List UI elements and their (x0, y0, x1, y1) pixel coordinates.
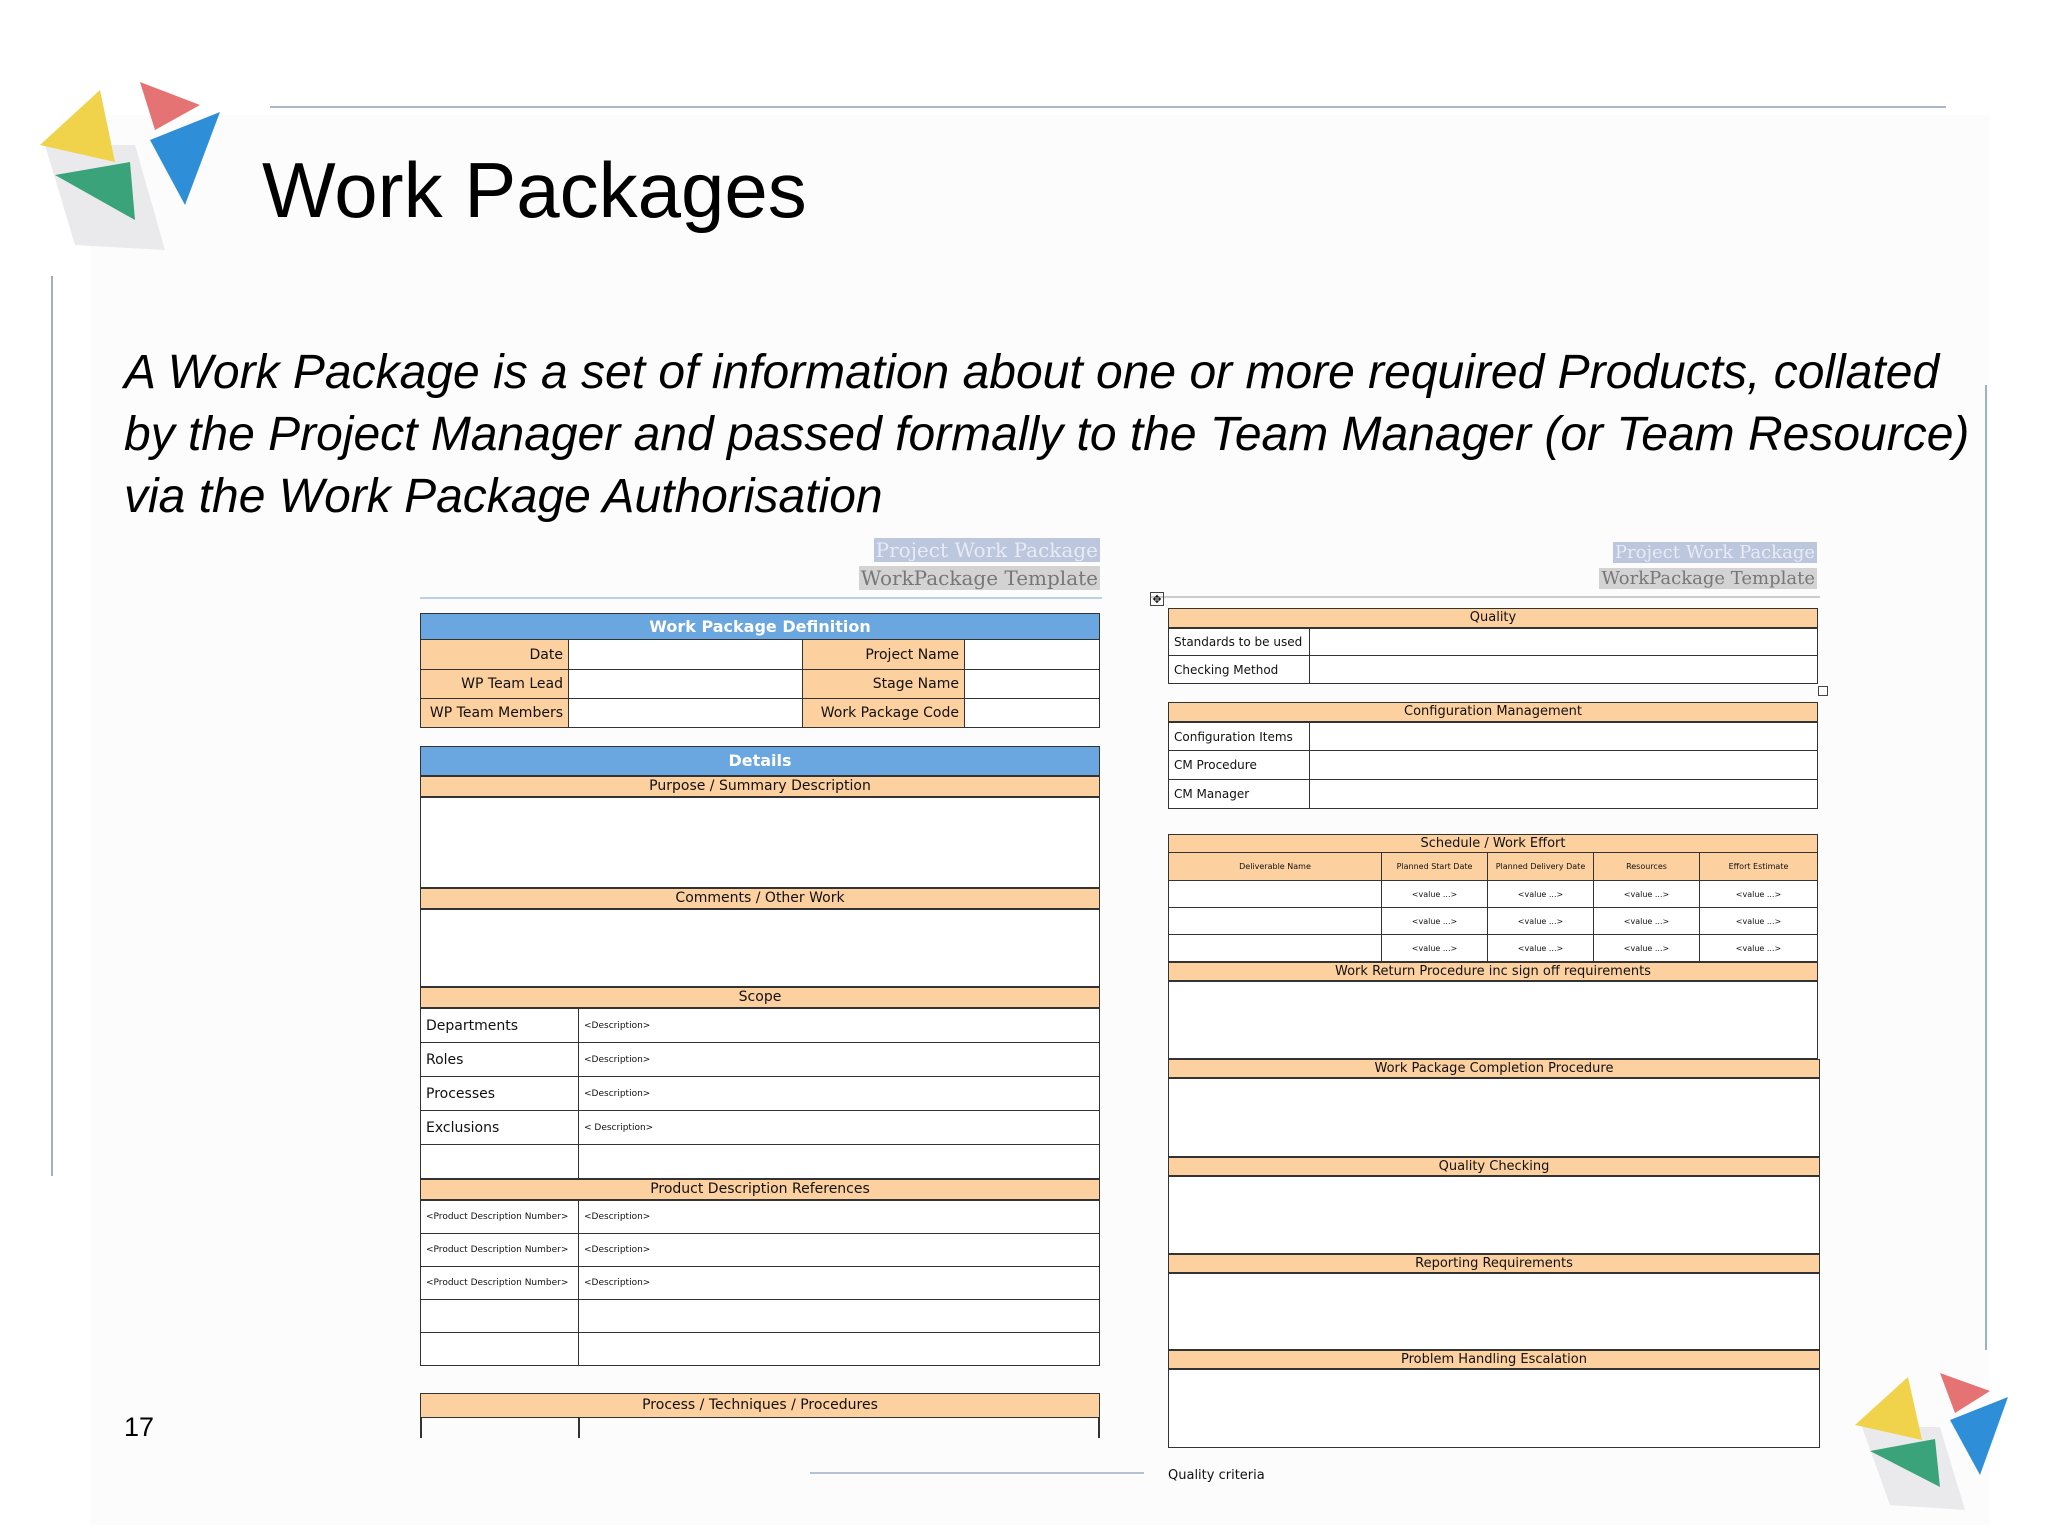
table-row (420, 1009, 1100, 1043)
project-name-label: Project Name (803, 640, 965, 669)
config-row-value[interactable] (1310, 780, 1817, 808)
resize-handle-icon[interactable] (1818, 686, 1828, 696)
left-header-top: Project Work Package (875, 538, 1098, 562)
schedule-value[interactable]: <value ...> (1382, 908, 1488, 934)
product-refs-label: Product Description References (420, 1179, 1100, 1200)
quality-row-label: Checking Method (1169, 656, 1310, 683)
table-row (420, 1201, 1100, 1234)
bottom-rule (810, 1472, 1144, 1474)
schedule-value[interactable]: <value ...> (1735, 916, 1782, 926)
product-ref-label: <Product Description Number> (421, 1201, 579, 1233)
quality-criteria-label: Quality criteria (1168, 1468, 1265, 1483)
purpose-label: Purpose / Summary Description (420, 776, 1100, 797)
quality-row-value[interactable] (1310, 629, 1817, 655)
stage-name-label: Stage Name (803, 670, 965, 698)
scope-row-label: Departments (421, 1009, 579, 1042)
table-row (1168, 908, 1818, 935)
logo-icon (15, 70, 230, 255)
schedule-col-header: Planned Delivery Date (1488, 853, 1594, 880)
completion-label: Work Package Completion Procedure (1168, 1059, 1820, 1078)
wp-code-value[interactable] (965, 699, 1099, 727)
schedule-header-row (1168, 853, 1818, 881)
scope-row-label-empty (421, 1145, 579, 1178)
project-name-value[interactable] (965, 640, 1099, 669)
reporting-box[interactable] (1168, 1273, 1820, 1350)
right-document (1150, 540, 1825, 1500)
config-row-label: Configuration Items (1169, 723, 1310, 750)
table-row (1168, 656, 1818, 684)
table-row (420, 1267, 1100, 1300)
product-ref-empty (421, 1333, 579, 1365)
logo-icon-small (1840, 1365, 2020, 1515)
schedule-value[interactable]: <value ...> (1594, 881, 1700, 907)
product-ref-value[interactable]: <Description> (584, 1278, 651, 1288)
product-refs-table (420, 1200, 1100, 1366)
schedule-value[interactable]: <value ...> (1382, 935, 1488, 961)
scope-row-label: Exclusions (421, 1111, 579, 1144)
definition-row (420, 699, 1100, 728)
comments-label: Comments / Other Work (420, 888, 1100, 909)
schedule-value[interactable]: <value ...> (1488, 935, 1594, 961)
left-rule (51, 276, 53, 1176)
schedule-value[interactable]: <value ...> (1382, 881, 1488, 907)
right-header-sub: WorkPackage Template (1601, 568, 1815, 589)
table-row (1168, 881, 1818, 908)
table-row (1168, 722, 1818, 751)
table-row (1168, 780, 1818, 809)
process-label: Process / Techniques / Procedures (420, 1393, 1100, 1418)
config-row-value[interactable] (1310, 723, 1817, 750)
scope-row-value[interactable]: <Description> (584, 1054, 651, 1065)
schedule-table (1168, 853, 1818, 962)
product-ref-empty-value[interactable] (579, 1300, 1099, 1332)
team-lead-label: WP Team Lead (421, 670, 569, 698)
product-ref-value[interactable]: <Description> (584, 1212, 651, 1222)
table-row (420, 1145, 1100, 1179)
wp-code-label: Work Package Code (803, 699, 965, 727)
schedule-value[interactable]: <value ...> (1488, 881, 1594, 907)
top-rule (270, 106, 1946, 108)
table-row (1168, 628, 1818, 656)
table-row (420, 1300, 1100, 1333)
slide-subtitle: A Work Package is a set of information about one or more required Products, collated by the Project Manager and passed formally to the Team Manager (or Team Resource) via the Work Package Authorisation (124, 346, 1970, 523)
reporting-label: Reporting Requirements (1168, 1254, 1820, 1273)
completion-box[interactable] (1168, 1078, 1820, 1157)
team-members-value[interactable] (569, 699, 803, 727)
work-return-box[interactable] (1168, 981, 1818, 1059)
product-ref-label: <Product Description Number> (421, 1234, 579, 1266)
team-lead-value[interactable] (569, 670, 803, 698)
deliverable-cell[interactable] (1169, 908, 1382, 934)
date-value[interactable] (569, 640, 803, 669)
deliverable-cell[interactable] (1169, 881, 1382, 907)
definition-title: Work Package Definition (420, 613, 1100, 640)
config-row-label: CM Manager (1169, 780, 1310, 808)
comments-box[interactable] (420, 909, 1100, 987)
page-number: 17 (124, 1412, 155, 1442)
schedule-col-header: Deliverable Name (1169, 853, 1382, 880)
product-ref-empty (421, 1300, 579, 1332)
scope-row-value[interactable]: < Description> (584, 1122, 654, 1133)
scope-row-value[interactable]: <Description> (584, 1088, 651, 1099)
product-ref-empty-value[interactable] (579, 1333, 1099, 1365)
config-label: Configuration Management (1168, 702, 1818, 722)
left-header-rule (420, 597, 1102, 599)
scope-row-label: Processes (421, 1077, 579, 1110)
process-table-edge (420, 1418, 422, 1438)
details-title: Details (420, 746, 1100, 776)
deliverable-cell[interactable] (1169, 935, 1382, 961)
quality-checking-box[interactable] (1168, 1176, 1820, 1254)
table-row (420, 1043, 1100, 1077)
table-row (420, 1111, 1100, 1145)
stage-name-value[interactable] (965, 670, 1099, 698)
config-row-value[interactable] (1310, 751, 1817, 779)
table-row (420, 1333, 1100, 1366)
config-row-label: CM Procedure (1169, 751, 1310, 779)
schedule-col-header: Resources (1594, 853, 1700, 880)
quality-row-value[interactable] (1310, 656, 1817, 683)
scope-label: Scope (420, 987, 1100, 1008)
quality-row-label: Standards to be used (1169, 629, 1310, 655)
left-header-sub: WorkPackage Template (860, 566, 1098, 590)
table-row (420, 1234, 1100, 1267)
schedule-value[interactable]: <value ...> (1594, 935, 1700, 961)
date-label: Date (421, 640, 569, 669)
schedule-label: Schedule / Work Effort (1168, 834, 1818, 853)
product-ref-label: <Product Description Number> (421, 1267, 579, 1299)
quality-checking-label: Quality Checking (1168, 1157, 1820, 1176)
right-header-top: Project Work Package (1614, 542, 1815, 563)
product-ref-value[interactable]: <Description> (584, 1245, 651, 1255)
schedule-col-header: Planned Start Date (1382, 853, 1488, 880)
definition-table (420, 640, 1100, 728)
move-handle-icon[interactable]: ✥ (1150, 592, 1164, 606)
definition-row (420, 640, 1100, 670)
schedule-col-header: Effort Estimate (1700, 853, 1817, 880)
page-title: Work Packages (262, 146, 807, 234)
scope-row-value[interactable]: <Description> (584, 1020, 651, 1031)
problem-box[interactable] (1168, 1369, 1820, 1448)
quality-label: Quality (1168, 608, 1818, 628)
definition-row (420, 670, 1100, 699)
team-members-label: WP Team Members (421, 699, 569, 727)
table-row (1168, 935, 1818, 962)
work-return-label: Work Return Procedure inc sign off requirements (1168, 962, 1818, 981)
schedule-value[interactable]: <value ...> (1735, 889, 1782, 899)
right-header-rule (1150, 596, 1820, 598)
purpose-box[interactable] (420, 797, 1100, 888)
left-document (420, 538, 1102, 1438)
schedule-value[interactable]: <value ...> (1594, 908, 1700, 934)
table-row (420, 1077, 1100, 1111)
schedule-value[interactable]: <value ...> (1735, 943, 1782, 953)
process-table-edge (1098, 1418, 1100, 1438)
scope-table (420, 1008, 1100, 1179)
quality-table (1168, 628, 1818, 684)
right-rule (1985, 385, 1987, 1350)
schedule-value[interactable]: <value ...> (1488, 908, 1594, 934)
problem-label: Problem Handling Escalation (1168, 1350, 1820, 1369)
scope-row-label: Roles (421, 1043, 579, 1076)
scope-row-value-empty[interactable] (579, 1145, 1099, 1178)
process-table-divider (578, 1418, 580, 1438)
table-row (1168, 751, 1818, 780)
config-table (1168, 722, 1818, 809)
